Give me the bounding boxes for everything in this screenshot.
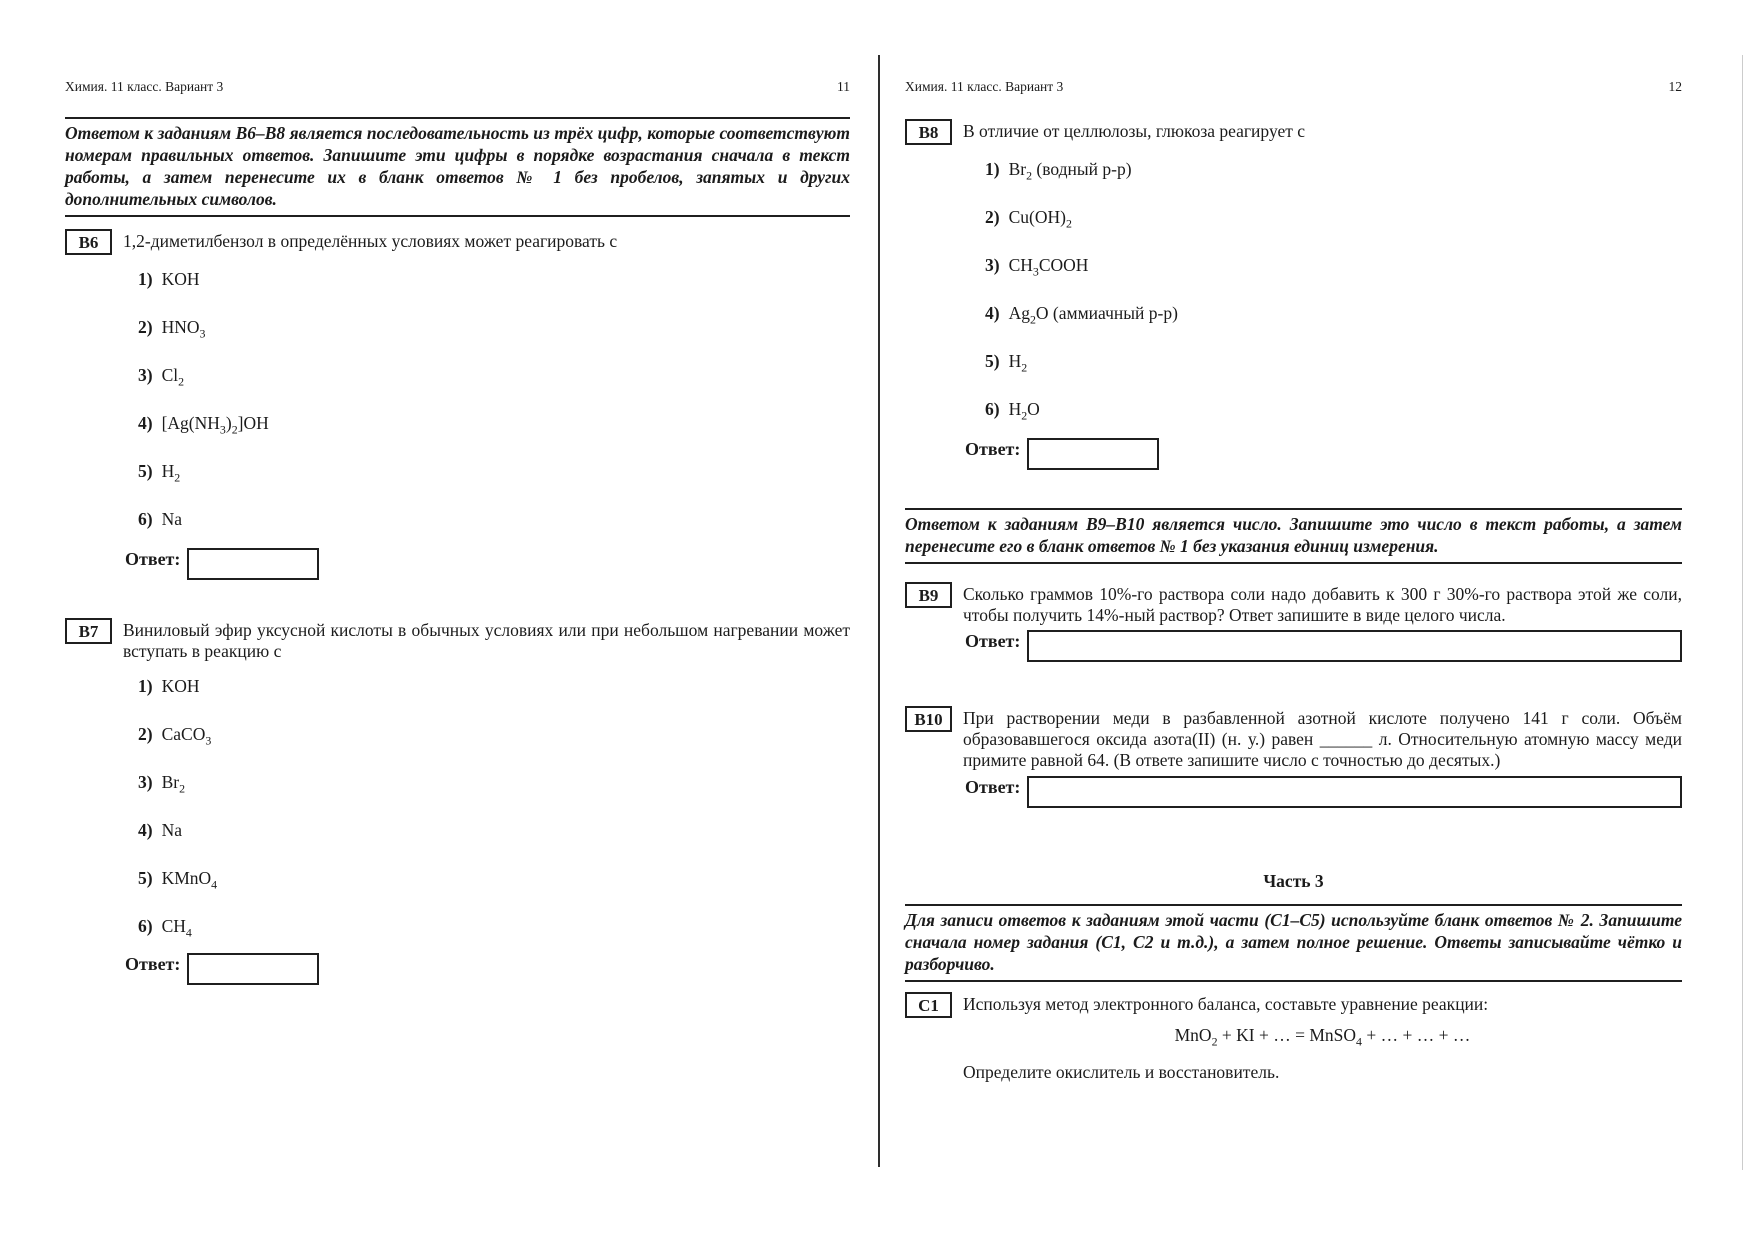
page-divider-line	[878, 55, 880, 1167]
option-formula: KOH	[161, 269, 200, 289]
answer-row-b7	[125, 953, 850, 985]
answer-label: Ответ:	[965, 439, 1021, 459]
option-row	[138, 772, 850, 796]
page-number: 11	[837, 79, 850, 94]
part3-heading: Часть 3	[1263, 871, 1324, 891]
option-row	[138, 676, 850, 697]
question-text-c1	[963, 992, 1682, 1083]
option-number: 4)	[138, 413, 153, 433]
instruction-block-b6-b8: Ответом к заданиям В6–В8 является последовательность из трёх цифр, которые соответствуют номерам правильных ответов. Запишите эти цифры в порядке возрастания сначала в текст работы, а затем перенесите их в бланк ответов № 1 без пробелов, запятых и других дополнительных символов.	[65, 117, 850, 217]
question-text-b10: При растворении меди в разбавленной азотной кислоте получено 141 г соли. Объём образовавшегося оксида азота(II) (н. у.) равен ______ л. Относительную атомную массу меди примите равной 64. (В ответе запишите число с точностью до десятых.)	[963, 708, 1682, 770]
option-row	[138, 269, 850, 290]
question-b9	[905, 582, 1682, 626]
answer-label: Ответ:	[965, 631, 1021, 651]
answer-label: Ответ:	[125, 954, 181, 974]
question-label-b6: В6	[65, 229, 112, 255]
options-list-b8	[985, 159, 1682, 423]
answer-box-b10[interactable]	[1027, 776, 1682, 808]
option-row	[985, 255, 1682, 279]
answer-label: Ответ:	[125, 549, 181, 569]
option-formula: $Br_2$	[161, 772, 186, 796]
question-label-b8: В8	[905, 119, 952, 145]
option-number: 6)	[138, 509, 153, 529]
option-row	[138, 820, 850, 841]
question-text-c1-line1: Используя метод электронного баланса, составьте уравнение реакции:	[963, 994, 1489, 1014]
option-number: 1)	[138, 269, 153, 289]
option-formula: $Ag_2O$ (аммиачный р-р)	[1008, 303, 1178, 327]
page-right-edge-line	[1742, 55, 1743, 1170]
option-formula: CaCO$_3$	[161, 724, 212, 748]
option-row	[138, 461, 850, 485]
option-number: 2)	[138, 724, 153, 744]
option-row	[985, 303, 1682, 327]
option-number: 3)	[985, 255, 1000, 275]
question-b6	[65, 229, 850, 255]
running-title: Химия. 11 класс. Вариант 3	[65, 79, 224, 94]
answer-box-b8[interactable]	[1027, 438, 1159, 470]
option-row	[985, 159, 1682, 183]
reaction-equation: MnO$_2$ + KI + … = MnSO$_4$ + … + … + …	[1174, 1025, 1471, 1049]
option-number: 1)	[138, 676, 153, 696]
option-number: 6)	[138, 916, 153, 936]
option-formula: KOH	[161, 676, 200, 696]
option-formula: $Cl_2$	[161, 365, 185, 389]
answer-row-b10	[965, 776, 1682, 808]
option-number: 2)	[138, 317, 153, 337]
option-number: 5)	[985, 351, 1000, 371]
answer-row-b6	[125, 548, 850, 580]
option-formula: Na	[161, 820, 182, 840]
option-number: 1)	[985, 159, 1000, 179]
option-formula: $Br_2$ (водный р-р)	[1008, 159, 1132, 183]
page-header	[905, 78, 1682, 95]
question-b10	[905, 706, 1682, 771]
option-row	[985, 351, 1682, 375]
instruction-block-part3: Для записи ответов к заданиям этой части (С1–С5) используйте бланк ответов № 2. Запишите сначала номер задания (С1, С2 и т.д.), а затем полное решение. Ответы записывайте чётко и разборчиво.	[905, 904, 1682, 982]
page-header	[65, 78, 850, 95]
option-formula: $HNO_3$	[161, 317, 206, 341]
option-number: 4)	[985, 303, 1000, 323]
option-formula: $CH_3COOH$	[1008, 255, 1089, 279]
option-number: 5)	[138, 868, 153, 888]
option-row	[138, 317, 850, 341]
answer-row-b8	[965, 438, 1682, 470]
question-label-c1: С1	[905, 992, 952, 1018]
instruction-block-b9-b10: Ответом к заданиям В9–В10 является число. Запишите это число в текст работы, а затем перенесите его в бланк ответов № 1 без указания единиц измерения.	[905, 508, 1682, 564]
running-title: Химия. 11 класс. Вариант 3	[905, 79, 1064, 94]
question-text-b6: 1,2-диметилбензол в определённых условиях может реагировать с	[123, 231, 618, 251]
option-number: 3)	[138, 772, 153, 792]
question-c1	[905, 992, 1682, 1083]
question-label-b7: В7	[65, 618, 112, 644]
page-number: 12	[1668, 79, 1682, 94]
option-row	[138, 365, 850, 389]
option-formula: $[Ag(NH_3)_2]OH$	[161, 413, 269, 437]
question-b8	[905, 119, 1682, 145]
option-number: 2)	[985, 207, 1000, 227]
option-row	[138, 509, 850, 530]
question-label-b9: В9	[905, 582, 952, 608]
question-label-b10: В10	[905, 706, 952, 732]
options-list-b7	[138, 676, 850, 940]
option-row	[138, 868, 850, 892]
question-text-b9: Сколько граммов 10%-го раствора соли надо добавить к 300 г 30%-го раствора этой же соли, чтобы получить 14%-ный раствор? Ответ запишите в виде целого числа.	[963, 584, 1682, 625]
answer-box-b9[interactable]	[1027, 630, 1682, 662]
option-row	[985, 399, 1682, 423]
page-right	[905, 78, 1682, 1083]
option-number: 5)	[138, 461, 153, 481]
options-list-b6	[138, 269, 850, 530]
option-formula: $Cu(OH)_2$	[1008, 207, 1072, 231]
option-row	[138, 916, 850, 940]
option-formula: $H_2$	[1008, 351, 1028, 375]
page-left	[65, 78, 850, 985]
option-row	[138, 413, 850, 437]
question-text-b8: В отличие от целлюлозы, глюкоза реагирует с	[963, 121, 1306, 141]
option-number: 6)	[985, 399, 1000, 419]
option-formula: Na	[161, 509, 182, 529]
option-formula: $CH_4$	[161, 916, 192, 940]
option-formula: $H_2$	[161, 461, 181, 485]
option-row	[138, 724, 850, 748]
answer-box-b7[interactable]	[187, 953, 319, 985]
answer-label: Ответ:	[965, 777, 1021, 797]
answer-box-b6[interactable]	[187, 548, 319, 580]
option-number: 4)	[138, 820, 153, 840]
question-b7	[65, 618, 850, 662]
option-formula: KMnO$_4$	[161, 868, 218, 892]
option-formula: $H_2O$	[1008, 399, 1040, 423]
question-text-b7: Виниловый эфир уксусной кислоты в обычных условиях или при небольшом нагревании может вступать в реакцию с	[123, 620, 850, 661]
option-row	[985, 207, 1682, 231]
question-text-c1-line2: Определите окислитель и восстановитель.	[963, 1062, 1280, 1082]
answer-row-b9	[965, 630, 1682, 662]
option-number: 3)	[138, 365, 153, 385]
